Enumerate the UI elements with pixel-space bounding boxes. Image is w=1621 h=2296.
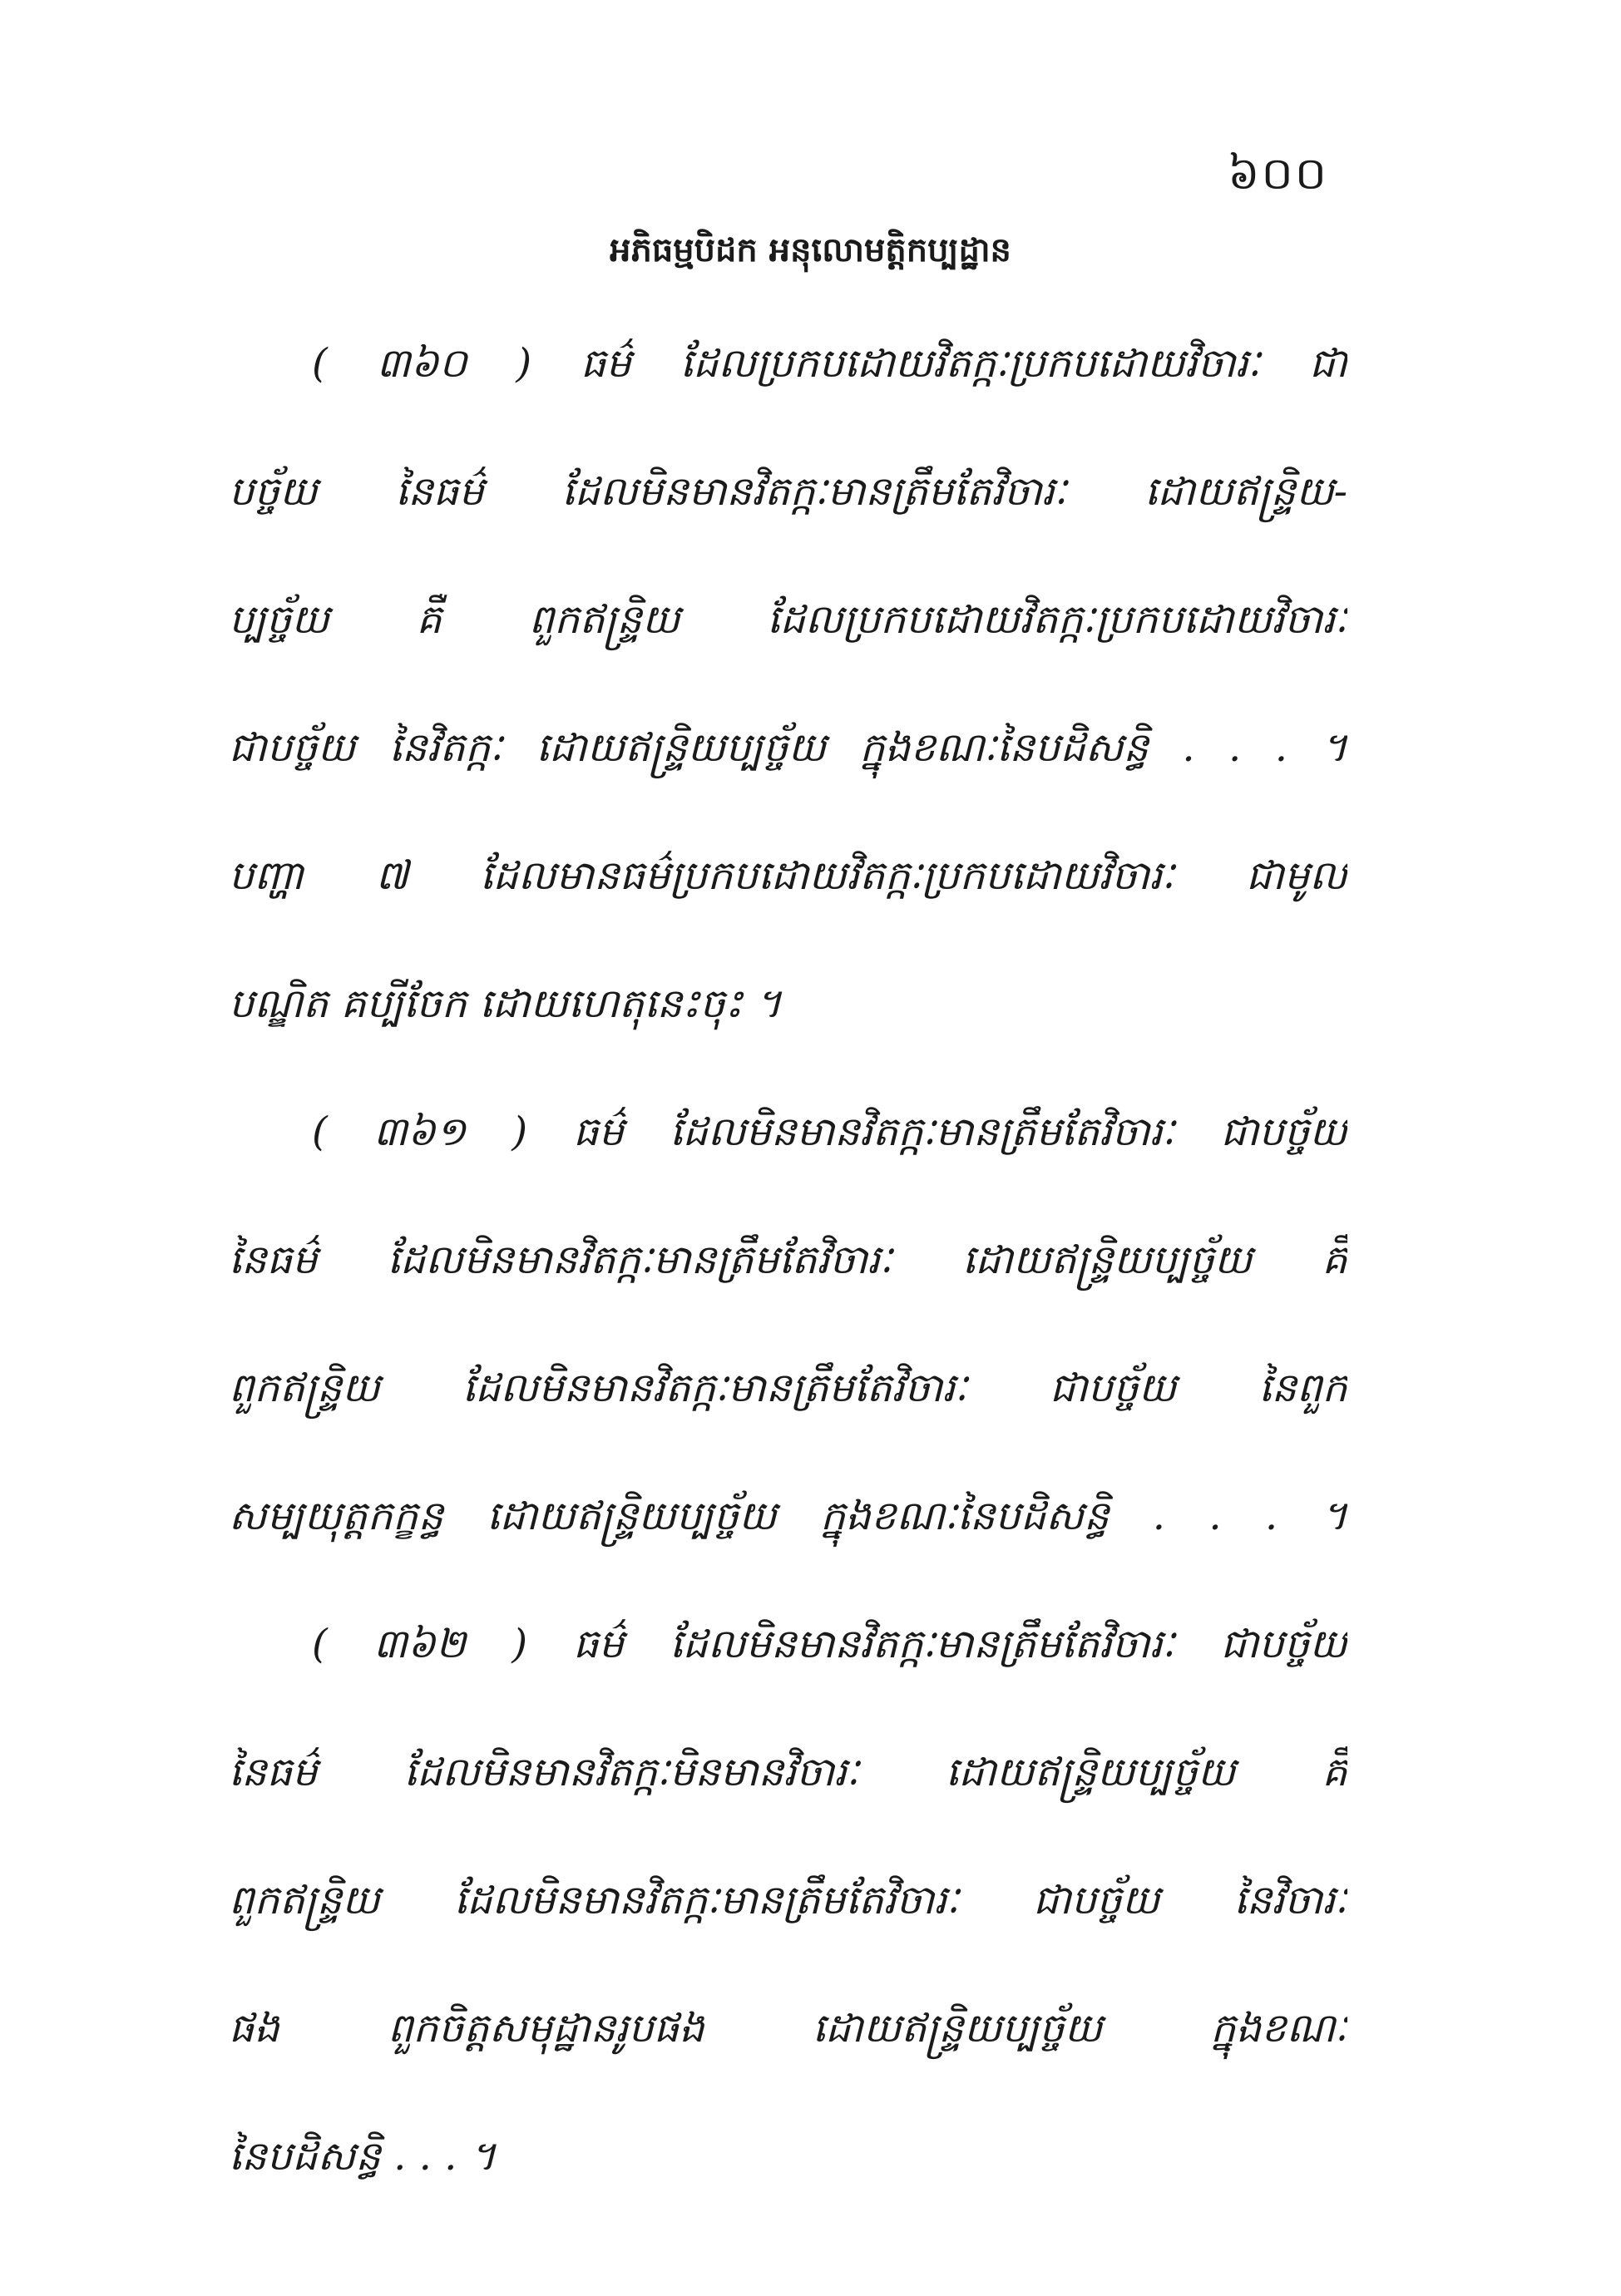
text-line: បណ្ឌិត គប្បីចែក ដោយហេតុនេះចុះ ។ [229,980,782,1027]
text-line: ពួកឥន្ទ្រិយ ដែលមិនមានវិតក្កៈមានត្រឹមតែវិចារៈ ជាបច្ច័យ នៃវិចារៈ [229,1877,1347,1923]
text-line: បច្ច័យ នៃធម៌ ដែលមិនមានវិតក្កៈមានត្រឹមតែវិចារៈ ដោយឥន្ទ្រិយ- [229,468,1347,515]
text-line: សម្បយុត្តកក្ខន្ធ ដោយឥន្ទ្រិយប្បច្ច័យ ក្នុងខណៈនៃបដិសន្ធិ . . . ។ [229,1493,1347,1539]
text-line: នៃបដិសន្ធិ . . . ។ [229,2133,497,2180]
paragraph-362 [229,1580,1347,2220]
paragraph-361 [229,1068,1347,1580]
body-text [229,299,1347,2220]
text-line: ( ៣៦១ ) ធម៌ ដែលមិនមានវិតក្កៈមានត្រឹមតែវិចារៈ ជាបច្ច័យ [312,1108,1347,1155]
text-line: ជាបច្ច័យ នៃវិតក្កៈ ដោយឥន្ទ្រិយប្បច្ច័យ ក្នុងខណៈនៃបដិសន្ធិ . . . ។ [229,724,1347,771]
running-header: អភិធម្មបិដក អនុលោមត្តិកប្បដ្ឋាន [610,230,1011,269]
text-line: បញ្ហា ៧ ដែលមានធម៌ប្រកបដោយវិតក្កៈប្រកបដោយវិចារៈ ជាមូល [229,852,1347,899]
text-line: ផង ពួកចិត្តសមុដ្ឋានរូបផង ដោយឥន្ទ្រិយប្បច្ច័យ ក្នុងខណៈ [229,2005,1347,2052]
text-line: ( ៣៦២ ) ធម៌ ដែលមិនមានវិតក្កៈមានត្រឹមតែវិចារៈ ជាបច្ច័យ [312,1621,1347,1667]
page-number: ៦០០ [1228,147,1328,200]
paragraph-360 [229,299,1347,1068]
text-line: ប្បច្ច័យ គឺ ពួកឥន្ទ្រិយ ដែលប្រកបដោយវិតក្កៈប្រកបដោយវិចារៈ [229,596,1347,643]
text-line: ( ៣៦០ ) ធម៌ ដែលប្រកបដោយវិតក្កៈប្រកបដោយវិចារៈ ជា [312,340,1347,387]
text-line: នៃធម៌ ដែលមិនមានវិតក្កៈមិនមានវិចារៈ ដោយឥន្ទ្រិយប្បច្ច័យ គឺ [229,1749,1347,1795]
text-line: ពួកឥន្ទ្រិយ ដែលមិនមានវិតក្កៈមានត្រឹមតែវិចារៈ ជាបច្ច័យ នៃពួក [229,1365,1347,1411]
text-line: នៃធម៌ ដែលមិនមានវិតក្កៈមានត្រឹមតែវិចារៈ ដោយឥន្ទ្រិយប្បច្ច័យ គឺ [229,1237,1347,1283]
